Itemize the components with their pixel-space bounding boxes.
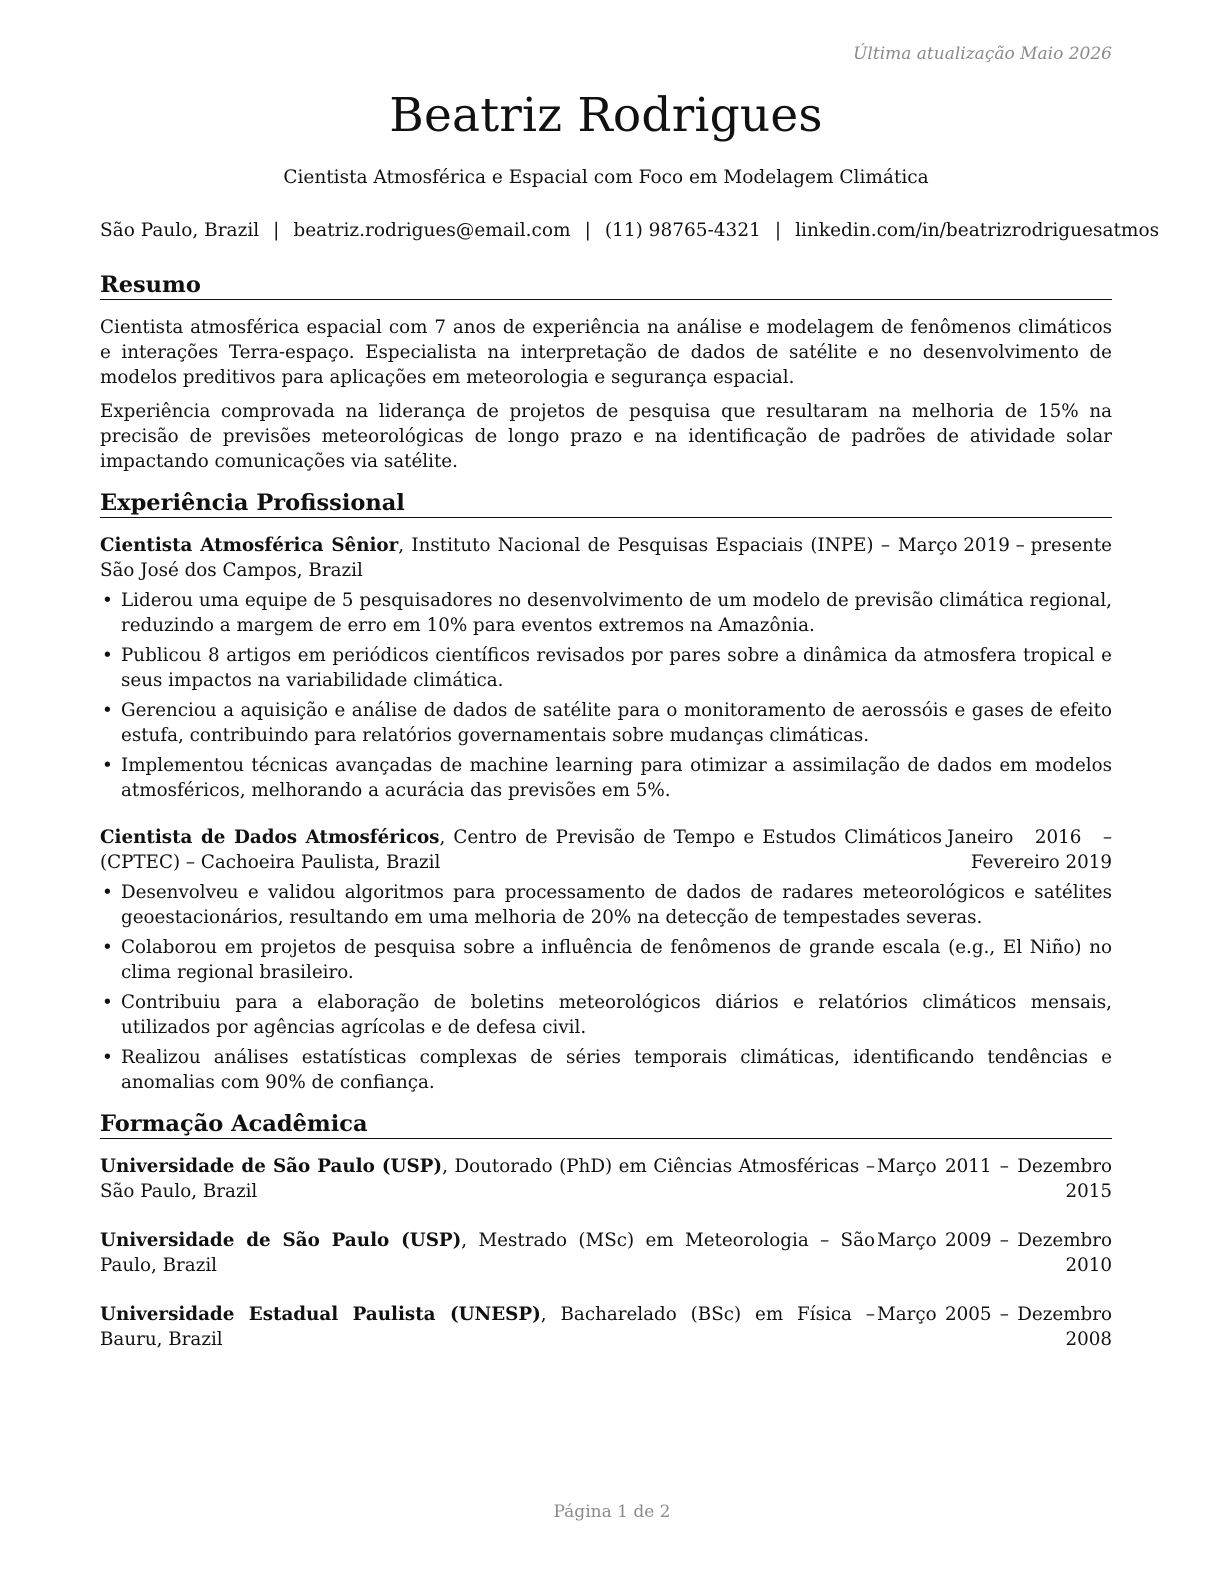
- contact-separator: |: [584, 220, 591, 241]
- job-header: [100, 825, 1112, 875]
- education-school: Universidade Estadual Paulista (UNESP): [100, 1304, 541, 1325]
- bullet-icon: •: [102, 882, 113, 903]
- contact-separator: |: [273, 220, 280, 241]
- education-detail: , Mestrado (MSc) em Meteorologia – São Paulo, Brazil: [100, 1230, 875, 1276]
- education-school: Universidade de São Paulo (USP): [100, 1156, 443, 1177]
- job-org: , Instituto Nacional de Pesquisas Espaciais (INPE) – São José dos Campos, Brazil: [100, 535, 890, 581]
- list-item: • Liderou uma equipe de 5 pesquisadores no desenvolvimento de um modelo de previsão climática regional, reduzindo a margem de erro em 10% para eventos extremos na Amazônia.: [102, 590, 1112, 636]
- bullet-icon: •: [102, 1047, 113, 1068]
- list-item: • Gerenciou a aquisição e análise de dados de satélite para o monitoramento de aerossóis e gases de efeito estufa, contribuindo para relatórios governamentais sobre mudanças climáticas.: [102, 700, 1112, 746]
- list-item: • Implementou técnicas avançadas de machine learning para otimizar a assimilação de dados em modelos atmosféricos, melhorando a acurácia das previsões em 5%.: [102, 755, 1112, 801]
- education-detail: , Doutorado (PhD) em Ciências Atmosféricas – São Paulo, Brazil: [100, 1156, 875, 1202]
- bullet-icon: •: [102, 700, 113, 721]
- job-header: [100, 533, 1112, 583]
- education-school: Universidade de São Paulo (USP): [100, 1230, 462, 1251]
- contact-email[interactable]: beatriz.rodrigues@email.com: [293, 220, 571, 241]
- education-entry: [100, 1302, 1112, 1352]
- education-entry: [100, 1154, 1112, 1204]
- list-item: • Colaborou em projetos de pesquisa sobre a influência de fenômenos de grande escala (e.g., El Niño) no clima regional brasileiro.: [102, 937, 1112, 983]
- job-dates: Março 2019 – presente: [897, 535, 1112, 556]
- job-bullets: [100, 880, 1112, 1100]
- section-title-experience: Experiência Profissional: [100, 489, 1112, 518]
- person-name: Beatriz Rodrigues: [389, 88, 823, 143]
- summary-paragraph: Cientista atmosférica espacial com 7 anos de experiência na análise e modelagem de fenômenos climáticos e interações Terra-espaço. Especialista na interpretação de dados de satélite e no desenvolvimento de modelos preditivos para aplicações em meteorologia e segurança espacial.: [100, 317, 1112, 388]
- job-org: , Centro de Previsão de Tempo e Estudos Climáticos (CPTEC) – Cachoeira Paulista, Brazil: [100, 827, 942, 873]
- section-title-education: Formação Acadêmica: [100, 1110, 1112, 1139]
- bullet-icon: •: [102, 937, 113, 958]
- contact-separator: |: [774, 220, 782, 241]
- bullet-icon: •: [102, 645, 113, 666]
- summary-paragraph: Experiência comprovada na liderança de projetos de pesquisa que resultaram na melhoria de 15% na precisão de previsões meteorológicas de longo prazo e na identificação de padrões de atividade solar impactando comunicações via satélite.: [100, 401, 1112, 472]
- job-role: Cientista de Dados Atmosféricos: [100, 827, 440, 848]
- contact-linkedin[interactable]: linkedin.com/in/beatrizrodriguesatmos: [795, 220, 1160, 241]
- job-bullets: [100, 588, 1112, 808]
- contact-line: [100, 220, 1160, 241]
- list-item: • Realizou análises estatísticas complexas de séries temporais climáticas, identificando tendências e anomalias com 90% de confiança.: [102, 1047, 1112, 1093]
- education-dates: Março 2009 – Dezembro 2010: [877, 1230, 1112, 1276]
- job-dates: Janeiro 2016 – Fevereiro 2019: [947, 827, 1112, 873]
- list-item: • Desenvolveu e validou algoritmos para processamento de dados de radares meteorológicos e satélites geoestacionários, resultando em uma melhoria de 20% na detecção de tempestades severas.: [102, 882, 1112, 928]
- last-updated: Última atualização Maio 2026: [853, 44, 1112, 64]
- tagline: Cientista Atmosférica e Espacial com Foco em Modelagem Climática: [283, 167, 929, 188]
- bullet-icon: •: [102, 590, 113, 611]
- list-item: • Contribuiu para a elaboração de boletins meteorológicos diários e relatórios climáticos mensais, utilizados por agências agrícolas e de defesa civil.: [102, 992, 1112, 1038]
- list-item: • Publicou 8 artigos em periódicos científicos revisados por pares sobre a dinâmica da atmosfera tropical e seus impactos na variabilidade climática.: [102, 645, 1112, 691]
- job-role: Cientista Atmosférica Sênior: [100, 535, 399, 556]
- bullet-icon: •: [102, 755, 113, 776]
- education-detail: , Bacharelado (BSc) em Física – Bauru, Brazil: [100, 1304, 875, 1350]
- contact-phone: (11) 98765-4321: [604, 220, 761, 241]
- education-entry: [100, 1228, 1112, 1278]
- education-dates: Março 2005 – Dezembro 2008: [877, 1304, 1112, 1350]
- page-number: Página 1 de 2: [553, 1502, 671, 1522]
- education-dates: Março 2011 – Dezembro 2015: [877, 1156, 1112, 1202]
- section-title-summary: Resumo: [100, 271, 1112, 300]
- bullet-icon: •: [102, 992, 113, 1013]
- contact-location: São Paulo, Brazil: [100, 220, 260, 241]
